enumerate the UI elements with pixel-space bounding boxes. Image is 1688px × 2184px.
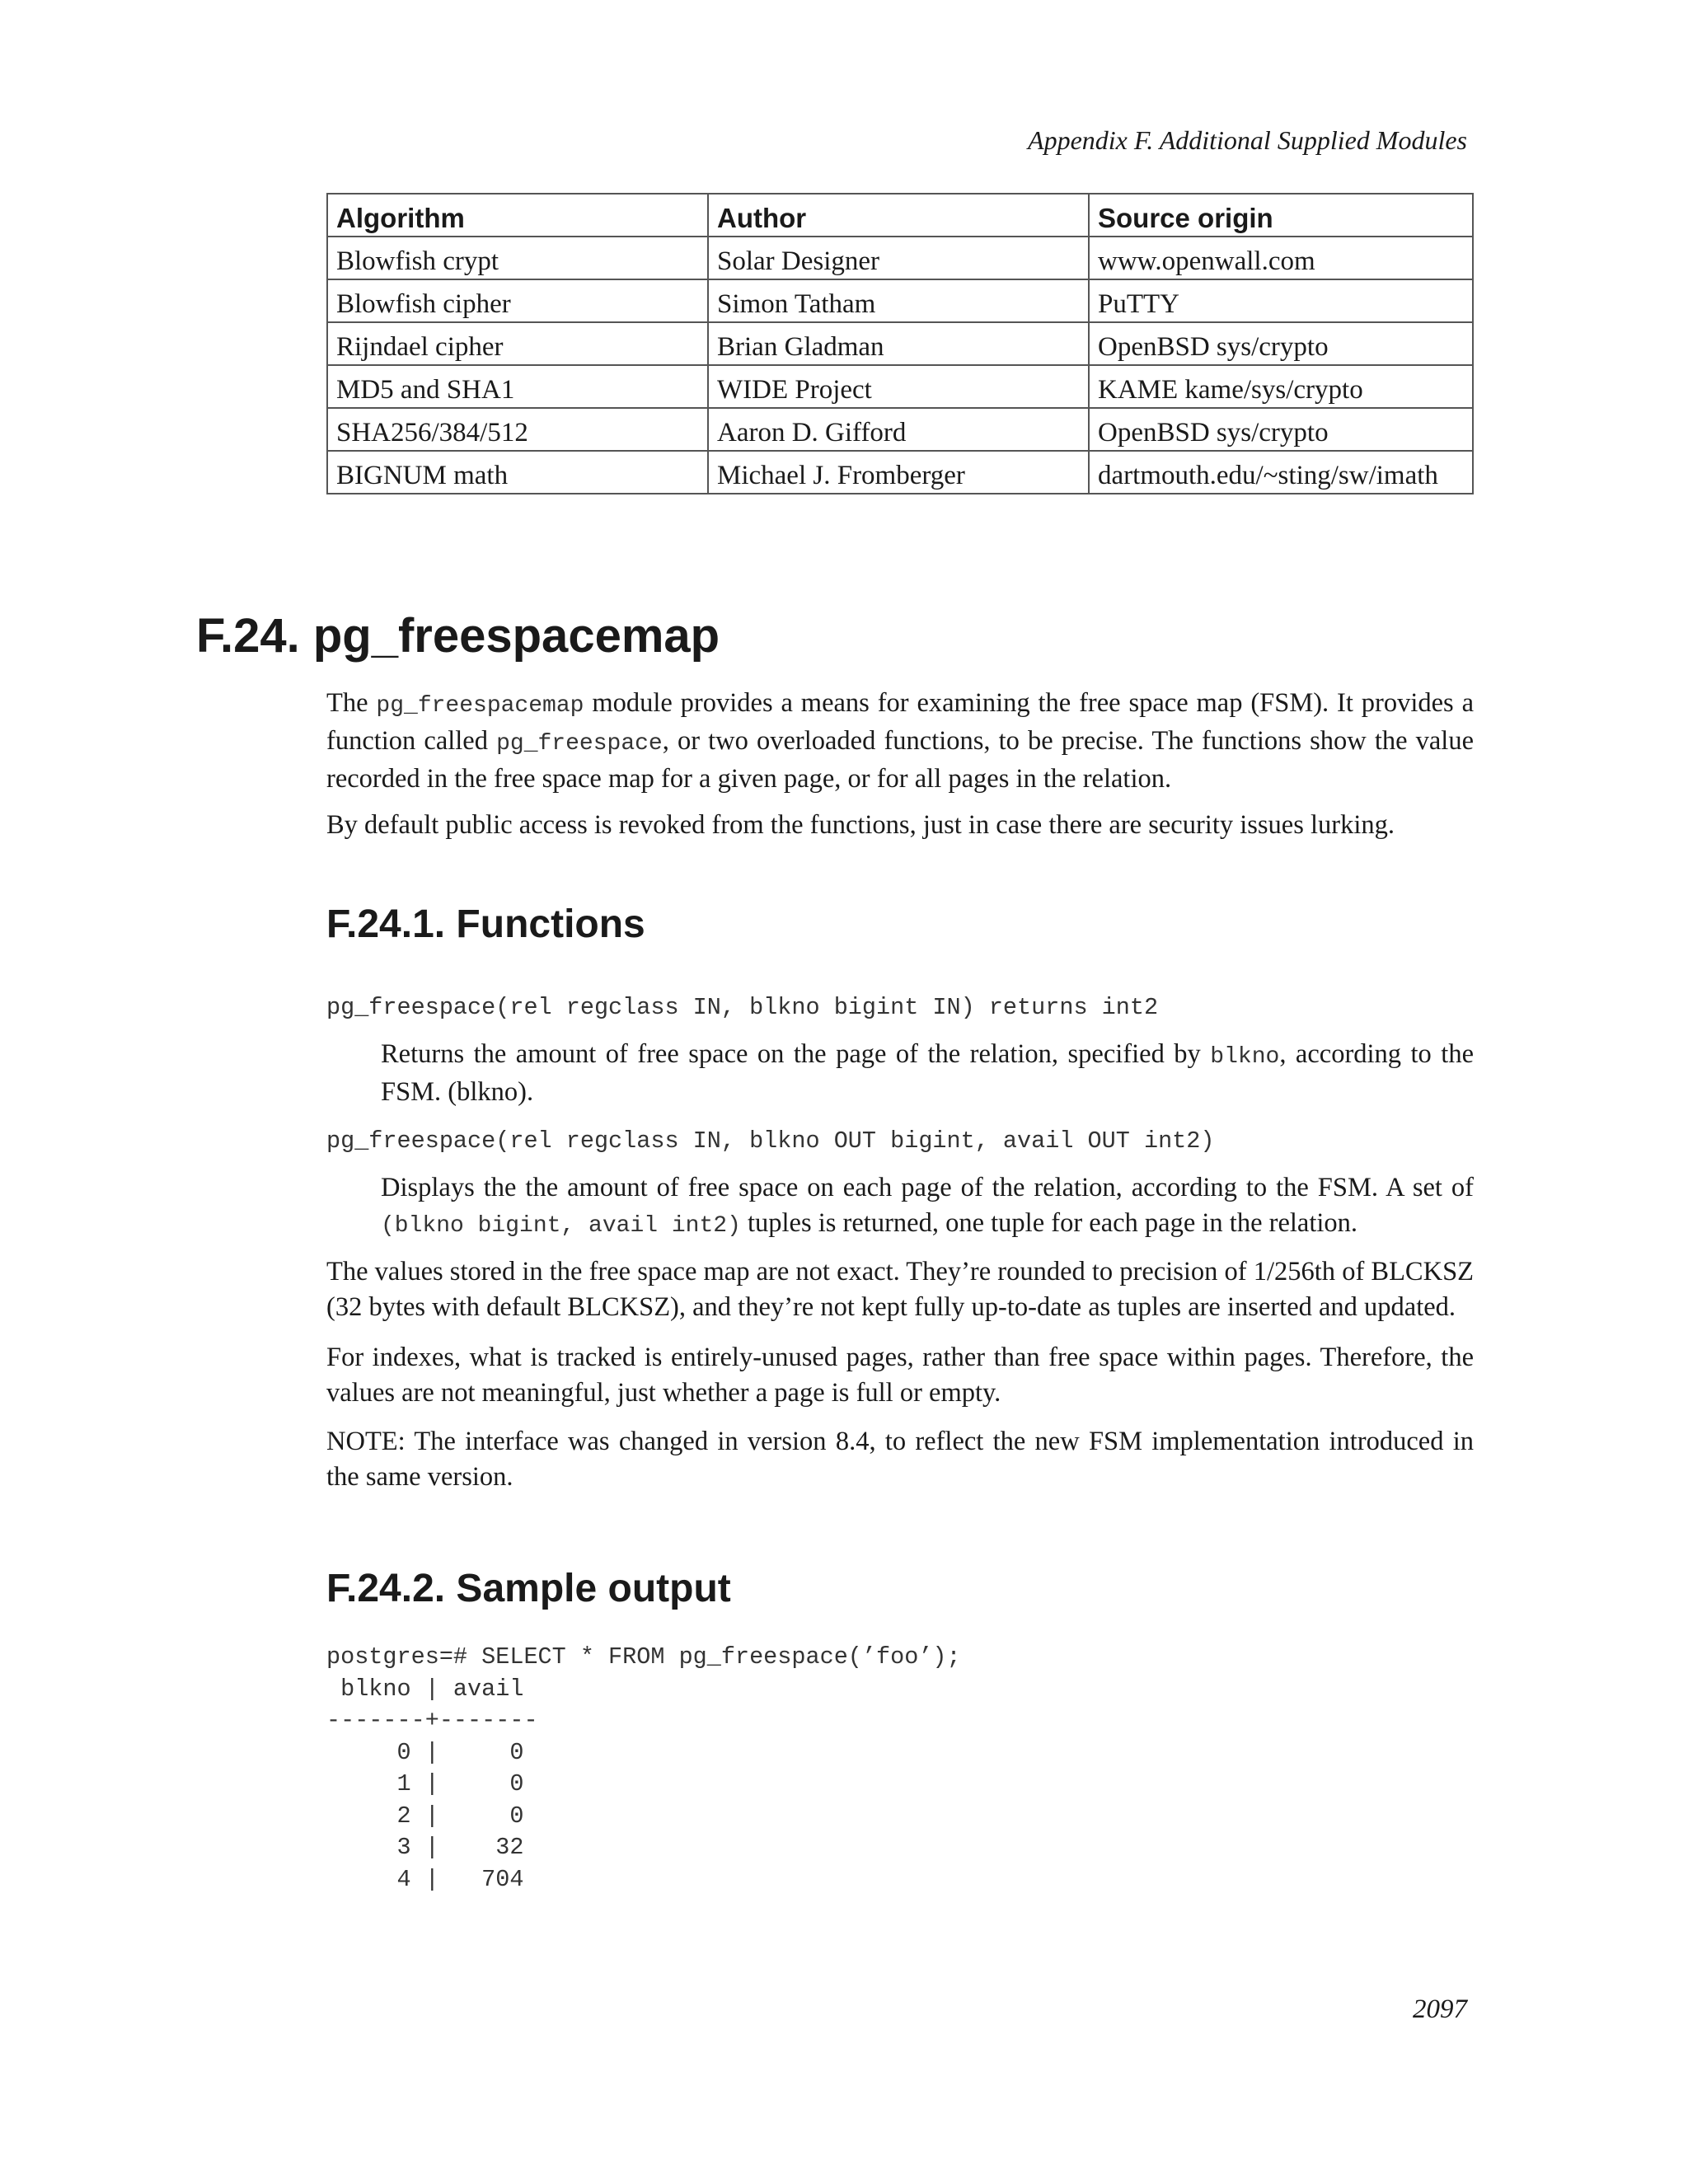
table-row (327, 365, 1473, 408)
table-row (327, 237, 1473, 279)
functions-heading: F.24.1. Functions (326, 902, 645, 946)
column-header-author: Author (708, 194, 1089, 237)
table-cell: Michael J. Fromberger (708, 451, 1089, 494)
table-cell: Solar Designer (708, 237, 1089, 279)
table-cell: PuTTY (1089, 279, 1473, 322)
inline-code-blkno: blkno (1210, 1044, 1280, 1070)
text-run: module provides a means for examining the free space map (FSM). It provides a function called (326, 688, 1474, 756)
algorithm-table (326, 193, 1474, 494)
table-cell: KAME kame/sys/crypto (1089, 365, 1473, 408)
table-cell: Aaron D. Gifford (708, 408, 1089, 451)
inline-code-module: pg_freespacemap (376, 693, 584, 719)
text-run: , or two overloaded functions, to be precise. The functions show the value recorded in the free space map for a given page, or for all pages in the relation. (326, 726, 1474, 794)
table-cell: www.openwall.com (1089, 237, 1473, 279)
table-cell: Blowfish cipher (327, 279, 708, 322)
table-cell: OpenBSD sys/crypto (1089, 322, 1473, 365)
table-cell: MD5 and SHA1 (327, 365, 708, 408)
inline-code-tuple: (blkno bigint, avail int2) (381, 1213, 741, 1239)
table-cell: Brian Gladman (708, 322, 1089, 365)
table-cell: Blowfish crypt (327, 237, 708, 279)
function-1-description (381, 1037, 1474, 1110)
sample-output-code: postgres=# SELECT * FROM pg_freespace(’foo’); blkno | avail -------+------- 0 | 0 1 | 0 2 | 0 3 | 32 4 | 704 (326, 1643, 961, 1893)
column-header-algorithm: Algorithm (327, 194, 708, 237)
function-signature-2: pg_freespace(rel regclass IN, blkno OUT bigint, avail OUT int2) (326, 1127, 1215, 1155)
function-signature-1: pg_freespace(rel regclass IN, blkno bigint IN) returns int2 (326, 994, 1159, 1021)
note-paragraph: NOTE: The interface was changed in version 8.4, to reflect the new FSM implementation introduced in the same version. (326, 1427, 1474, 1492)
indexes-paragraph: For indexes, what is tracked is entirely-unused pages, rather than free space within pages. Therefore, the values are not meaningful, just whether a page is full or empty. (326, 1343, 1474, 1408)
page-number: 2097 (1413, 1994, 1467, 2024)
function-2-description (381, 1170, 1474, 1244)
table-cell: WIDE Project (708, 365, 1089, 408)
table-cell: Rijndael cipher (327, 322, 708, 365)
section-title: F.24. pg_freespacemap (196, 609, 720, 663)
table-cell: Simon Tatham (708, 279, 1089, 322)
table-row (327, 408, 1473, 451)
access-paragraph: By default public access is revoked from the functions, just in case there are security issues lurking. (326, 810, 1395, 840)
column-header-source-origin: Source origin (1089, 194, 1473, 237)
table-row (327, 322, 1473, 365)
inline-code-function: pg_freespace (496, 731, 663, 757)
table-cell: BIGNUM math (327, 451, 708, 494)
table-row (327, 279, 1473, 322)
text-run: Displays the the amount of free space on each page of the relation, according to the FSM. A set of (381, 1173, 1474, 1202)
table-header-row (327, 194, 1473, 237)
text-run: The (326, 688, 377, 718)
text-run: Returns the amount of free space on the page of the relation, specified by (381, 1039, 1211, 1069)
table-row (327, 451, 1473, 494)
table-cell: SHA256/384/512 (327, 408, 708, 451)
sample-output-heading: F.24.2. Sample output (326, 1567, 731, 1610)
running-header: Appendix F. Additional Supplied Modules (1028, 125, 1467, 155)
text-run: tuples is returned, one tuple for each page in the relation. (740, 1208, 1358, 1238)
table-cell: dartmouth.edu/~sting/sw/imath (1089, 451, 1473, 494)
intro-paragraph (326, 686, 1474, 797)
values-paragraph: The values stored in the free space map are not exact. They’re rounded to precision of 1/256th of BLCKSZ (32 bytes with default BLCKSZ), and they’re not kept fully up-to-date as tuples are inserted and updated. (326, 1257, 1474, 1322)
table-cell: OpenBSD sys/crypto (1089, 408, 1473, 451)
text-run: , according to the FSM. (blkno). (381, 1039, 1474, 1107)
